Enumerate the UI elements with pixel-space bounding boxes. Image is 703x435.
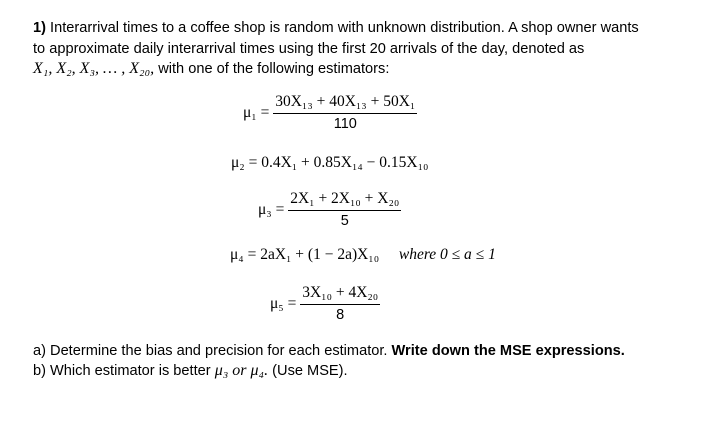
estimator-mu1 [243, 93, 417, 132]
mu5-numerator: 3X₁₀ + 4X₂₀ [300, 284, 380, 305]
variables-list: X₁, X₂, X₃, … , X₂₀, [33, 60, 155, 77]
mu3-denominator: 5 [340, 213, 349, 229]
estimator-mu5 [270, 284, 380, 323]
mu5-denominator: 8 [336, 307, 345, 323]
question-b-math: μ₃ or μ₄. [214, 362, 269, 379]
question-b-text: b) Which estimator is better [33, 363, 211, 379]
mu4-condition: where 0 ≤ a ≤ 1 [398, 246, 496, 263]
questions [33, 341, 693, 381]
question-a [33, 341, 693, 361]
intro-text-1: Interarrival times to a coffee shop is random with unknown distribution. A shop owner wants [50, 20, 639, 36]
mu5-fraction [300, 284, 380, 323]
question-b [33, 361, 693, 381]
mu3-numerator: 2X₁ + 2X₁₀ + X₂₀ [288, 190, 401, 211]
problem-statement [33, 18, 693, 80]
estimator-mu4 [230, 246, 496, 264]
question-b-end: (Use MSE). [272, 363, 348, 379]
mu1-fraction [273, 93, 417, 132]
mu3-lhs: μ₃ = [258, 200, 285, 218]
intro-line-2: to approximate daily interarrival times using the first 20 arrivals of the day, denoted as [33, 40, 585, 57]
intro-line-3 [33, 59, 693, 80]
mu5-lhs: μ₅ = [270, 294, 297, 312]
mu2-expression: μ₂ = 0.4X₁ + 0.85X₁₄ − 0.15X₁₀ [231, 154, 429, 171]
mu4-expression: μ₄ = 2aX₁ + (1 − 2a)X₁₀ [230, 246, 380, 263]
question-a-text: a) Determine the bias and precision for each estimator. [33, 343, 388, 359]
mu1-lhs: μ₁ = [243, 103, 270, 121]
intro-line-1 [33, 18, 693, 39]
mu1-denominator: 110 [333, 116, 357, 132]
problem-number: 1) [33, 20, 46, 36]
question-a-bold: Write down the MSE expressions. [391, 343, 625, 359]
estimator-mu3 [258, 190, 401, 229]
intro-text-3: with one of the following estimators: [158, 61, 390, 77]
mu3-fraction [288, 190, 401, 229]
estimator-mu2 [231, 154, 428, 172]
mu1-numerator: 30X₁₃ + 40X₁₃ + 50X₁ [273, 93, 417, 114]
